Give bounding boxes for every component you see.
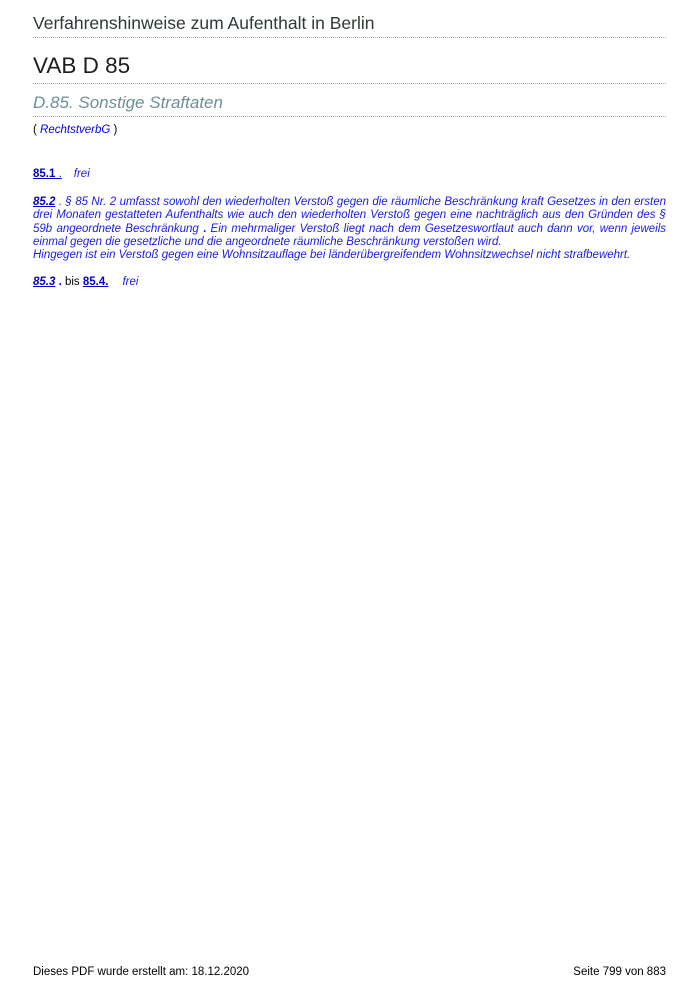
header-divider — [33, 37, 666, 38]
section-title: D.85. Sonstige Straftaten — [33, 93, 223, 112]
footer-page-number: Seite 799 von 883 — [573, 966, 666, 978]
paragraph-85-1 — [33, 168, 666, 181]
paragraph-body-3: Hingegen ist ein Verstoß gegen eine Wohnsitzauflage bei länderübergreifendem Wohnsitzwechsel nicht strafbewehrt. — [33, 249, 631, 262]
paragraph-body: . § 85 Nr. 2 umfasst sowohl den wiederholten Verstoß gegen die räumliche Beschränkung kraft Gesetzes in den ersten drei Monaten gestatteten Aufenthalts wie auch den wiederholten Verstoß gegen eine nachträglich aus den Gründen des § 59b angeordnete Beschränkung — [33, 196, 666, 235]
law-ref-close: ) — [110, 124, 118, 136]
paragraph-number-link[interactable]: 85.1 — [33, 168, 56, 180]
paragraph-dot: . — [198, 222, 211, 235]
paragraph-number-link[interactable]: 85.2 — [33, 196, 56, 208]
paragraph-body-2: Ein mehrmaliger Verstoß liegt nach dem Gesetzeswortlaut auch dann vor, wenn jeweils einmal gegen die gesetzliche und die angeordnete räumliche Beschränkung verstoßen wird. — [33, 222, 667, 248]
law-reference — [33, 124, 117, 136]
paragraph-number-start-suffix: . — [55, 276, 62, 288]
header-title: Verfahrenshinweise zum Aufenthalt in Berlin — [33, 13, 375, 33]
paragraph-text: frei — [122, 276, 139, 288]
paragraph-number-start-link[interactable]: 85.3 — [33, 276, 56, 288]
paragraph-85-2 — [33, 196, 666, 262]
document-title: VAB D 85 — [33, 53, 131, 78]
section-divider — [33, 116, 666, 117]
paragraph-text: frei — [73, 168, 90, 180]
paragraph-85-3 — [33, 276, 666, 289]
paragraph-range-word: bis — [61, 276, 83, 288]
footer-created-date: Dieses PDF wurde erstellt am: 18.12.2020 — [33, 966, 250, 978]
law-ref-link[interactable]: RechtstverbG — [40, 124, 111, 136]
title-divider — [33, 83, 666, 84]
paragraph-number-suffix-link[interactable]: . — [55, 168, 62, 180]
law-ref-open: ( — [33, 124, 41, 136]
paragraph-number-end-link[interactable]: 85.4. — [82, 276, 109, 288]
